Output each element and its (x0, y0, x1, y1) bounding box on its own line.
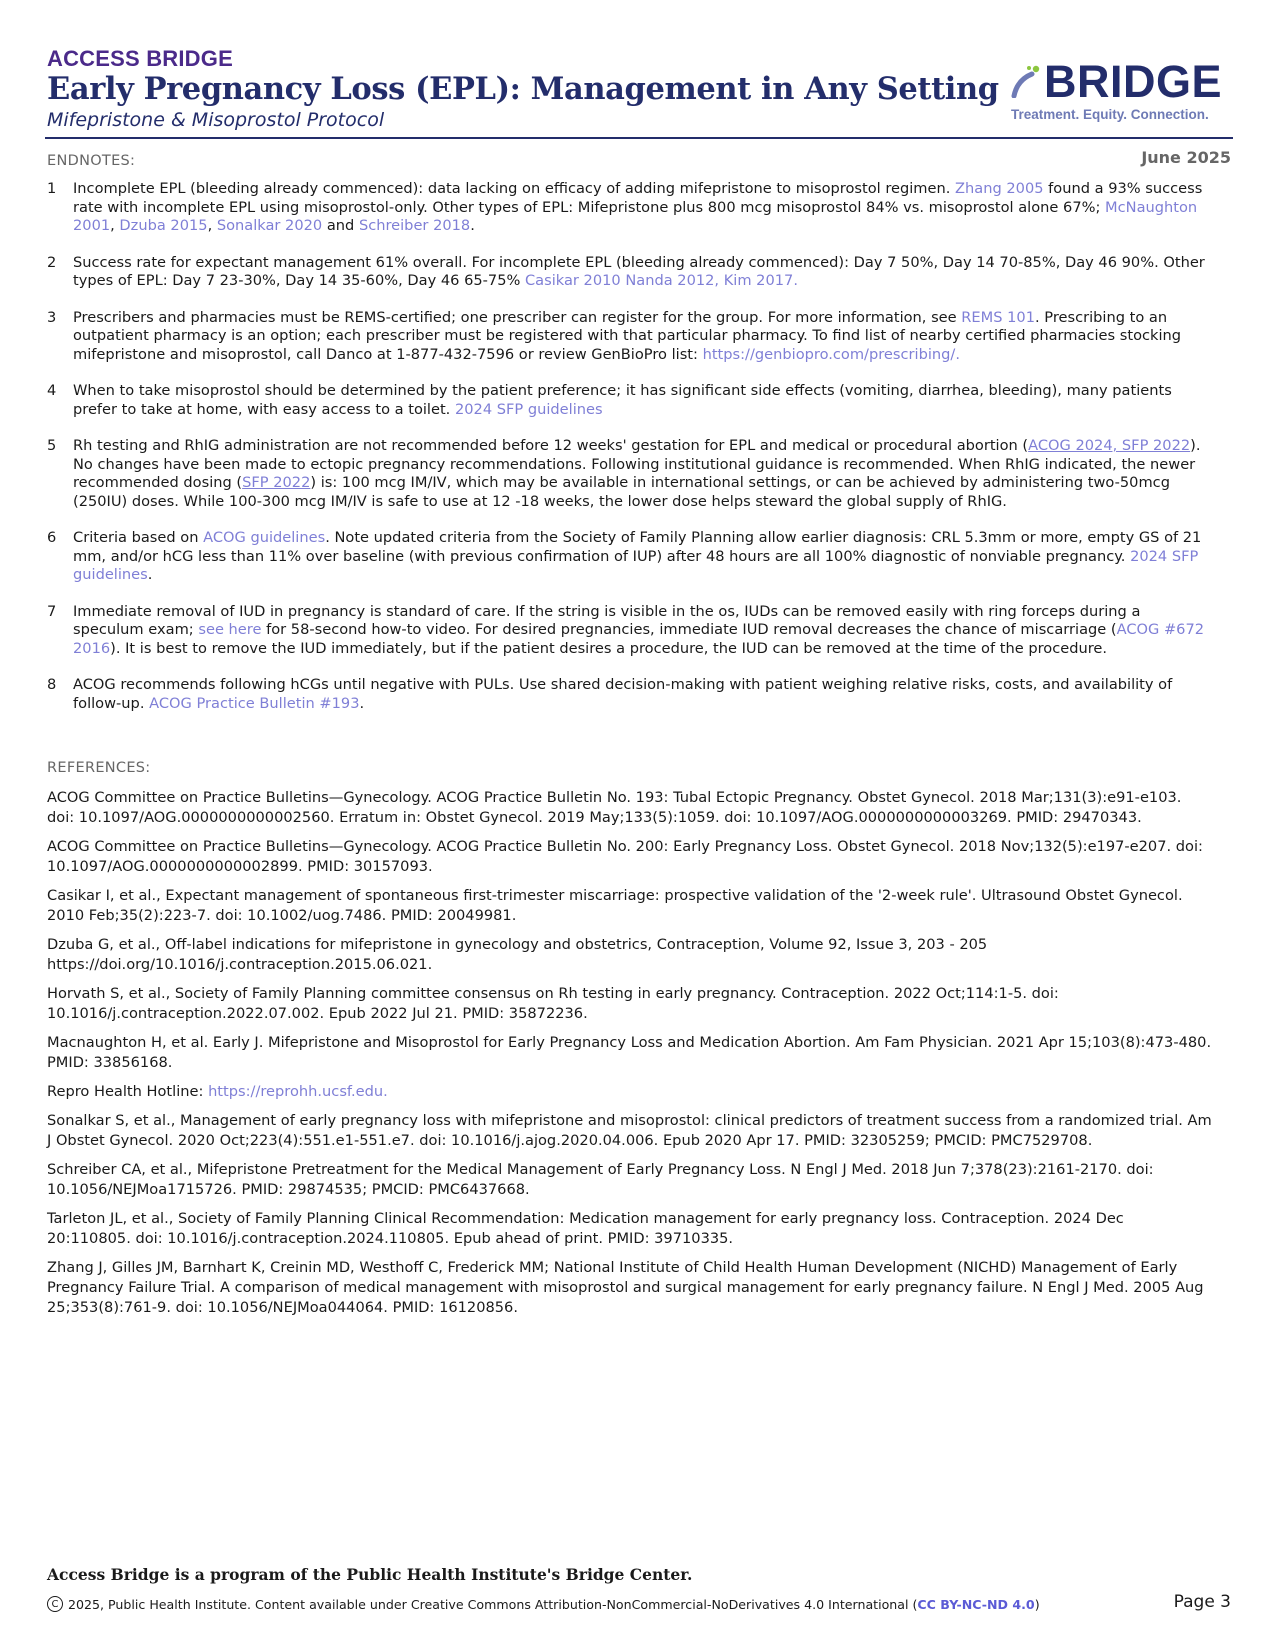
acog-guidelines-link[interactable]: ACOG guidelines (203, 529, 326, 546)
text-segment: ) (1034, 1596, 1040, 1612)
reference-item: Tarleton JL, et al., Society of Family Planning Clinical Recommendation: Medication management for early pregnancy loss. Contraception. 2024 Dec 20:110805. doi: 10.1016/j.contraception.2024.110805. Epub ahead of print. PMID: 39710335. (47, 1210, 1124, 1247)
page-subtitle: Mifepristone & Misoprostol Protocol (47, 109, 385, 131)
text-segment: , (110, 217, 120, 234)
endnote-text (73, 309, 1207, 365)
text-segment: Criteria based on (73, 529, 204, 546)
endnote-4 (47, 382, 1207, 419)
mcnaughton-2001-link[interactable]: McNaughton 2001 (73, 198, 1198, 234)
text-segment: Incomplete EPL (bleeding already commenced): data lacking on efficacy of adding mifepristone to misoprostol regimen. (73, 180, 956, 197)
bridge-logo (1010, 58, 1225, 128)
text-segment: . (147, 566, 153, 583)
footer-copyright (47, 1596, 1040, 1612)
text-segment: Prescribers and pharmacies must be REMS-certified; one prescriber can register for the group. For more information, see (73, 308, 962, 326)
text-segment: Repro Health Hotline: (47, 1083, 209, 1100)
acog-sfp-link[interactable]: ACOG 2024, SFP 2022 (1028, 437, 1191, 454)
text-segment: . Prescribing to an outpatient pharmacy is an option; each prescriber must be registered with that particular pharmacy. To find list of nearby certified pharmacies stocking mifepristone and misoprostol, call Danco at 1-877-432-7596 or review GenBioPro list: (73, 308, 1182, 363)
text-segment: found a 93% success rate with incomplete EPL using misoprostol-only. Other types of EPL: Mifepristone plus 800 mcg misoprostol 84% vs. misoprostol alone 67%; (73, 180, 1203, 216)
endnote-5 (47, 437, 1207, 511)
see-here-link[interactable]: see here (198, 621, 262, 638)
reference-item: Dzuba G, et al., Off-label indications for mifepristone in gynecology and obstetrics, Contraception, Volume 92, Issue 3, 203 - 205 https://doi.org/10.1016/j.contraception.2015.06.021. (47, 936, 988, 973)
endnotes-heading: ENDNOTES: (47, 153, 136, 169)
endnote-text (73, 676, 1207, 713)
sfp-guidelines-link[interactable]: 2024 SFP guidelines (73, 547, 1199, 583)
endnote-7 (47, 603, 1207, 659)
text-segment: for 58-second how-to video. For desired pregnancies, immediate IUD removal decreases the chance of miscarriage ( (261, 621, 1117, 638)
endnotes-list (47, 180, 1207, 731)
endnote-number: 4 (47, 382, 57, 399)
text-segment: When to take misoprostol should be determined by the patient preference; it has significant side effects (vomiting, diarrhea, bleeding), many patients prefer to take at home, with easy access to a toilet. (73, 382, 1172, 418)
repro-hotline-link[interactable]: https://reprohh.ucsf.edu. (208, 1083, 388, 1100)
reference-item: Macnaughton H, et al. Early J. Mifepristone and Misoprostol for Early Pregnancy Loss and Medication Abortion. Am Fam Physician. 2021 Apr 15;103(8):473-480. PMID: 33856168. (47, 1034, 1212, 1071)
genbiopro-link[interactable]: https://genbiopro.com/prescribing/. (702, 345, 960, 363)
endnote-number: 6 (47, 529, 57, 546)
endnote-text (73, 437, 1207, 511)
endnote-text (73, 382, 1207, 419)
text-segment: , (207, 217, 217, 234)
copyright-text: 2025, Public Health Institute. Content available under Creative Commons Attribution-NonCommercial-NoDerivatives 4.0 International ( (68, 1596, 918, 1612)
references-list (47, 788, 1212, 1327)
reference-item (47, 1082, 1212, 1102)
sfp-2022-link[interactable]: SFP 2022 (242, 474, 311, 491)
text-segment: . (359, 694, 365, 712)
footer-program-statement: Access Bridge is a program of the Public Health Institute's Bridge Center. (47, 1565, 693, 1584)
sonalkar-2020-link[interactable]: Sonalkar 2020 (216, 217, 323, 234)
endnote-number: 5 (47, 437, 57, 454)
endnote-text (73, 529, 1207, 585)
reference-item: ACOG Committee on Practice Bulletins—Gynecology. ACOG Practice Bulletin No. 200: Early Pregnancy Loss. Obstet Gynecol. 2018 Nov;132(5):e197-e207. doi: 10.1097/AOG.0000000000002899. PMID: 30157093. (47, 838, 1203, 875)
endnote-6 (47, 529, 1207, 585)
acog-193-link[interactable]: ACOG Practice Bulletin #193 (149, 694, 360, 712)
text-segment: ACOG recommends following hCGs until negative with PULs. Use shared decision-making with patient weighing relative risks, costs, and availability of follow-up. (73, 676, 1173, 712)
schreiber-2018-link[interactable]: Schreiber 2018 (358, 217, 471, 234)
logo-wordmark: BRIDGE (1044, 56, 1223, 107)
sfp-guidelines-link[interactable]: 2024 SFP guidelines (454, 400, 603, 418)
endnote-number: 8 (47, 676, 57, 693)
page-number: Page 3 (1173, 1592, 1231, 1612)
header-divider (45, 137, 1233, 139)
text-segment: Success rate for expectant management 61% overall. For incomplete EPL (bleeding already commenced): Day 7 50%, Day 14 70-85%, Day 46 90%. Other types of EPL: Day 7 23-30%, Day 14 35-60%, Day 46 65-75% (73, 253, 1205, 289)
text-segment: and (322, 217, 359, 234)
references-heading: REFERENCES: (47, 760, 151, 776)
text-segment: . (470, 217, 475, 234)
endnote-number: 3 (47, 308, 57, 326)
endnote-8 (47, 676, 1207, 713)
zhang-2005-link[interactable]: Zhang 2005 (955, 180, 1044, 197)
casikar-nanda-kim-link[interactable]: Casikar 2010 Nanda 2012, Kim 2017. (524, 272, 798, 289)
logo-tagline: Treatment. Equity. Connection. (1011, 107, 1209, 122)
copyright-icon: C (47, 1596, 63, 1612)
text-segment: . Note updated criteria from the Society of Family Planning allow earlier diagnosis: CRL 5.3mm or more, empty GS of 21 mm, and/or hCG less than 11% over baseline (with previous confirmation of IUP) after 48 hours are all 100% diagnostic of nonviable pregnancy. (73, 529, 1202, 565)
endnote-number: 7 (47, 602, 57, 620)
reference-item: Horvath S, et al., Society of Family Planning committee consensus on Rh testing in early pregnancy. Contraception. 2022 Oct;114:1-5. doi: 10.1016/j.contraception.2022.07.002. Epub 2022 Jul 21. PMID: 35872236. (47, 985, 1059, 1022)
acog-672-link[interactable]: ACOG #672 2016 (73, 621, 1205, 657)
endnote-text (73, 180, 1207, 236)
endnote-1 (47, 180, 1207, 236)
endnote-number: 1 (47, 180, 57, 197)
endnote-2 (47, 254, 1207, 291)
text-segment: Immediate removal of IUD in pregnancy is standard of care. If the string is visible in the os, IUDs can be removed easily with ring forceps during a speculum exam; (73, 602, 1141, 638)
text-segment: ). No changes have been made to ectopic pregnancy recommendations. Following institutional guidance is recommended. When RhIG indicated, the newer recommended dosing ( (73, 437, 1201, 491)
bridge-logo-icon (1010, 64, 1040, 98)
brand-name: ACCESS BRIDGE (47, 46, 233, 71)
reference-item: ACOG Committee on Practice Bulletins—Gynecology. ACOG Practice Bulletin No. 193: Tubal Ectopic Pregnancy. Obstet Gynecol. 2018 Mar;131(3):e91-e103. doi: 10.1097/AOG.0000000000002560. Erratum in: Obstet Gynecol. 2019 May;133(5):1059. doi: 10.1097/AOG.0000000000003269. PMID: 29470343. (47, 789, 1182, 826)
reference-item: Schreiber CA, et al., Mifepristone Pretreatment for the Medical Management of Early Pregnancy Loss. N Engl J Med. 2018 Jun 7;378(23):2161-2170. doi: 10.1056/NEJMoa1715726. PMID: 29874535; PMCID: PMC6437668. (47, 1161, 1154, 1198)
endnote-number: 2 (47, 253, 57, 271)
endnote-3 (47, 309, 1207, 365)
text-segment: ) is: 100 mcg IM/IV, which may be available in international settings, or can be achieved by administering two-50mcg (250IU) doses. While 100-300 mcg IM/IV is safe to use at 12 -18 weeks, the lower dose helps steward the global supply of RhIG. (73, 474, 1170, 510)
document-date: June 2025 (1141, 148, 1231, 167)
dzuba-2015-link[interactable]: Dzuba 2015 (119, 217, 208, 234)
text-segment: ). It is best to remove the IUD immediately, but if the patient desires a procedure, the IUD can be removed at the time of the procedure. (110, 639, 1108, 657)
endnote-text (73, 603, 1207, 659)
reference-item: Zhang J, Gilles JM, Barnhart K, Creinin MD, Westhoff C, Frederick MM; National Institute of Child Health Human Development (NICHD) Management of Early Pregnancy Failure Trial. A comparison of medical management with misoprostol and surgical management for early pregnancy failure. N Engl J Med. 2005 Aug 25;353(8):761-9. doi: 10.1056/NEJMoa044064. PMID: 16120856. (47, 1259, 1204, 1316)
rems-101-link[interactable]: REMS 101 (961, 308, 1035, 326)
reference-item: Sonalkar S, et al., Management of early pregnancy loss with mifepristone and misoprostol: clinical predictors of treatment success from a randomized trial. Am J Obstet Gynecol. 2020 Oct;223(4):551.e1-551.e7. doi: 10.1016/j.ajog.2020.04.006. Epub 2020 Apr 17. PMID: 32305259; PMCID: PMC7529708. (47, 1112, 1212, 1149)
endnote-text (73, 254, 1207, 291)
reference-item: Casikar I, et al., Expectant management of spontaneous first-trimester miscarriage: prospective validation of the '2-week rule'. Ultrasound Obstet Gynecol. 2010 Feb;35(2):223-7. doi: 10.1002/uog.7486. PMID: 20049981. (47, 887, 1183, 924)
cc-license-link[interactable]: CC BY-NC-ND 4.0 (917, 1596, 1035, 1612)
page-title: Early Pregnancy Loss (EPL): Management in Any Setting (47, 71, 999, 107)
text-segment: Rh testing and RhIG administration are not recommended before 12 weeks' gestation for EPL and medical or procedural abortion ( (73, 437, 1029, 454)
